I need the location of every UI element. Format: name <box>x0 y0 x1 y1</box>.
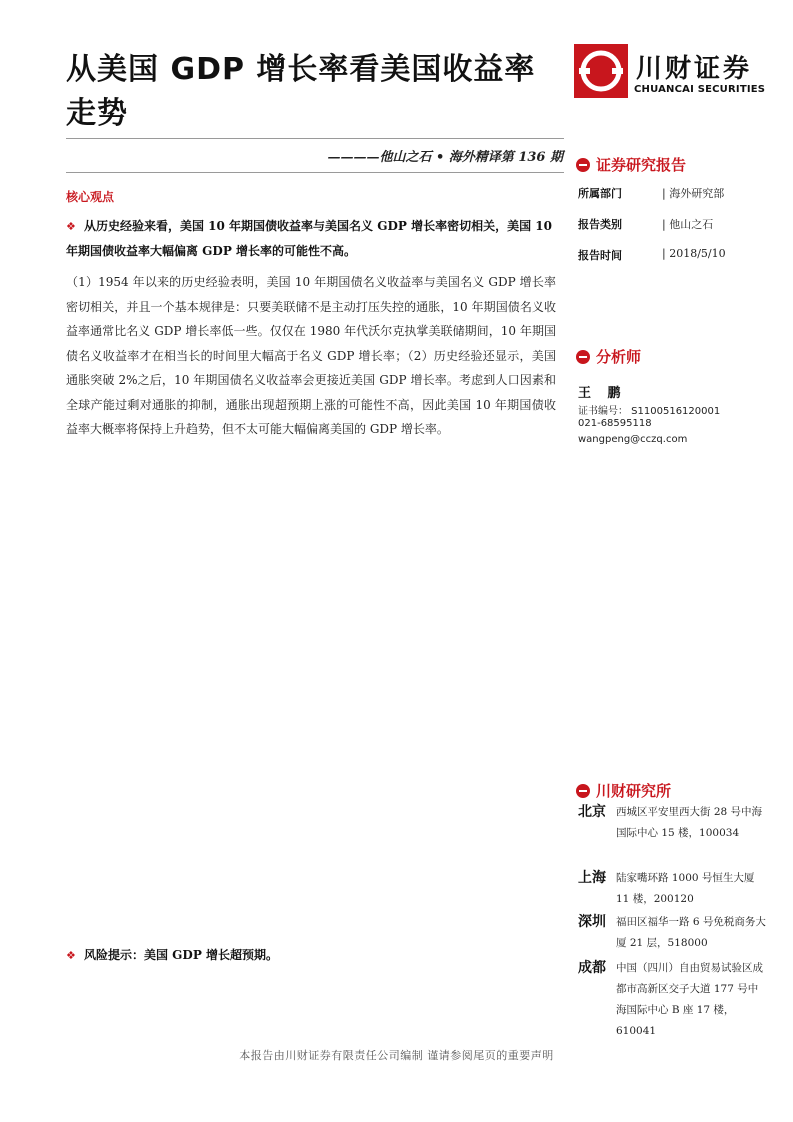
institute-heading <box>576 780 671 801</box>
series-divider <box>66 172 564 173</box>
office-address: 陆家嘴环路 1000 号恒生大厦 11 楼，200120 <box>616 872 755 905</box>
office-chengdu <box>578 959 766 1042</box>
key-point <box>66 214 556 263</box>
diamond-bullet-icon: ❖ <box>66 949 76 962</box>
section-label-core-views: 核心观点 <box>66 190 115 204</box>
page-title: 从美国 GDP 增长率看美国收益率走势 <box>66 52 536 131</box>
office-beijing <box>578 803 766 844</box>
office-city: 深圳 <box>578 914 606 930</box>
analyst-phone: 021-68595118 <box>578 418 652 429</box>
meta-value: | 2018/5/10 <box>662 247 726 260</box>
logo-emblem-icon <box>574 44 628 98</box>
analyst-name: 王 鹏 <box>578 386 627 401</box>
office-shanghai <box>578 869 766 910</box>
meta-row-date <box>578 247 726 263</box>
institute-title: 川财研究所 <box>596 782 672 800</box>
diamond-bullet-icon: ❖ <box>66 220 76 233</box>
office-address: 中国（四川）自由贸易试验区成都市高新区交子大道 177 号中海国际中心 B 座 17 楼，610041 <box>616 962 763 1037</box>
analyst-title: 分析师 <box>596 348 642 366</box>
meta-row-category <box>578 216 713 232</box>
report-info-title: 证券研究报告 <box>596 156 687 174</box>
meta-label: 所属部门 <box>578 187 622 200</box>
logo-name-cn: 川财证券 <box>636 54 753 84</box>
meta-label: 报告时间 <box>578 249 622 262</box>
office-city: 成都 <box>578 960 606 976</box>
meta-row-department <box>578 185 724 201</box>
series-subtitle: ————他山之石 • 海外精译第 136 期 <box>327 150 563 165</box>
office-city: 北京 <box>578 804 606 820</box>
section-bullet-icon <box>576 784 590 798</box>
office-shenzhen <box>578 913 766 954</box>
meta-value: | 海外研究部 <box>662 187 725 200</box>
risk-warning-text: 风险提示：美国 GDP 增长超预期。 <box>84 948 279 962</box>
report-info-heading <box>576 154 686 175</box>
analyst-heading <box>576 346 641 367</box>
title-divider <box>66 138 564 139</box>
office-address: 福田区福华一路 6 号免税商务大厦 21 层，518000 <box>616 916 766 949</box>
body-paragraph: （1）1954 年以来的历史经验表明，美国 10 年期国债名义收益率与美国名义 GDP 增长率密切相关，并且一个基本规律是：只要美联储不是主动打压失控的通胀，10 年期国债名义收益率通常比名义 GDP 增长率低一些。仅仅在 1980 年代沃尔克执掌美联储期间，10 年期国债名义收益率才在相当长的时间里大幅高于名义 GDP 增长率；（2）历史经验还显示，美国通胀突破 2%之后，10 年期国债名义收益率会更接近美国 GDP 增长率。考虑到人口因素和全球产能过剩对通胀的抑制，通胀出现超预期上涨的可能性不高，因此美国 10 年期国债收益率大概率将保持上升趋势，但不太可能大幅偏离美国的 GDP 增长率。 <box>66 275 556 436</box>
logo-name-en: CHUANCAI SECURITIES <box>634 84 766 95</box>
section-bullet-icon <box>576 350 590 364</box>
meta-label: 报告类别 <box>578 218 622 231</box>
meta-value: | 他山之石 <box>662 218 714 231</box>
analyst-email[interactable]: wangpeng@cczq.com <box>578 434 688 445</box>
key-point-text: 从历史经验来看，美国 10 年期国债收益率与美国名义 GDP 增长率密切相关，美国 10 年期国债收益率大幅偏离 GDP 增长率的可能性不高。 <box>66 219 552 258</box>
office-city: 上海 <box>578 870 606 886</box>
risk-warning <box>66 943 556 968</box>
section-bullet-icon <box>576 158 590 172</box>
company-logo <box>574 44 764 100</box>
office-address: 西城区平安里西大街 28 号中海国际中心 15 楼，100034 <box>616 806 763 839</box>
footer-disclaimer: 本报告由川财证券有限责任公司编制 谨请参阅尾页的重要声明 <box>239 1049 554 1062</box>
analyst-cert: 证书编号： S1100516120001 <box>578 406 721 417</box>
